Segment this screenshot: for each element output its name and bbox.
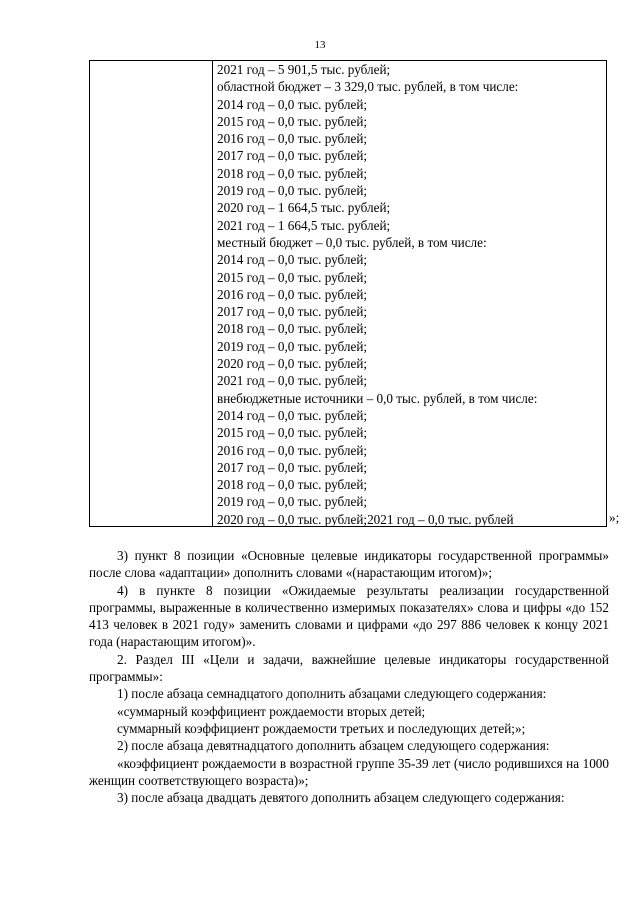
funding-line: 2020 год – 0,0 тыс. рублей;2021 год – 0,0 тыс. рублей xyxy=(217,511,514,527)
amendment-paragraph: 2. Раздел III «Цели и задачи, важнейшие целевые индикаторы государственной программы»: xyxy=(89,651,609,685)
amendment-paragraph: 4) в пункте 8 позиции «Ожидаемые результаты реализации государственной программы, выраженные в количественно измеримых показателях» слова и цифры «до 152 413 человек в 2021 году» заменить словами и цифрами «до 297 886 человек к концу 2021 года (нарастающим итогом)». xyxy=(89,582,609,650)
funding-line: 2016 год – 0,0 тыс. рублей; xyxy=(217,442,368,458)
funding-line: 2016 год – 0,0 тыс. рублей; xyxy=(217,286,368,302)
amendment-paragraph: 3) после абзаца двадцать девятого дополнить абзацем следующего содержания: xyxy=(117,790,565,806)
amendment-paragraph: «коэффициент рождаемости в возрастной группе 35-39 лет (число родившихся на 1000 женщин соответствующего возраста)»; xyxy=(89,755,609,788)
amendment-paragraph: «суммарный коэффициент рождаемости вторых детей; xyxy=(117,703,426,719)
funding-line: 2015 год – 0,0 тыс. рублей; xyxy=(217,425,368,441)
funding-line: 2018 год – 0,0 тыс. рублей; xyxy=(217,477,368,493)
funding-line: 2020 год – 1 664,5 тыс. рублей; xyxy=(217,200,391,216)
funding-line: внебюджетные источники – 0,0 тыс. рублей, в том числе: xyxy=(217,390,538,406)
funding-line: 2021 год – 0,0 тыс. рублей; xyxy=(217,373,368,389)
funding-line: 2019 год – 0,0 тыс. рублей; xyxy=(217,338,368,354)
table-closing-quote: »; xyxy=(609,510,620,525)
funding-table xyxy=(89,60,607,527)
funding-line: 2015 год – 0,0 тыс. рублей; xyxy=(217,269,368,285)
funding-line: местный бюджет – 0,0 тыс. рублей, в том числе: xyxy=(217,234,487,250)
amendment-paragraph: 2) после абзаца девятнадцатого дополнить абзацем следующего содержания: xyxy=(117,738,550,754)
funding-line: 2014 год – 0,0 тыс. рублей; xyxy=(217,252,368,268)
funding-line: 2014 год – 0,0 тыс. рублей; xyxy=(217,407,368,423)
funding-line: 2021 год – 5 901,5 тыс. рублей; xyxy=(217,62,391,77)
funding-line: 2015 год – 0,0 тыс. рублей; xyxy=(217,113,368,129)
page-number: 13 xyxy=(314,39,326,51)
funding-line: 2017 год – 0,0 тыс. рублей; xyxy=(217,304,368,320)
funding-line: 2017 год – 0,0 тыс. рублей; xyxy=(217,459,368,475)
funding-line: 2021 год – 1 664,5 тыс. рублей; xyxy=(217,217,391,233)
funding-line: 2016 год – 0,0 тыс. рублей; xyxy=(217,131,368,147)
funding-line: 2018 год – 0,0 тыс. рублей; xyxy=(217,165,368,181)
funding-line: 2019 год – 0,0 тыс. рублей; xyxy=(217,183,368,199)
funding-line: областной бюджет – 3 329,0 тыс. рублей, в том числе: xyxy=(217,79,519,95)
funding-line: 2014 год – 0,0 тыс. рублей; xyxy=(217,96,368,112)
amendment-paragraph: суммарный коэффициент рождаемости третьих и последующих детей;»; xyxy=(117,720,526,736)
funding-table-lines xyxy=(217,61,607,528)
amendment-paragraph: 3) пункт 8 позиции «Основные целевые индикаторы государственной программы» после слова «адаптации» дополнить словами «(нарастающим итогом)»; xyxy=(89,548,609,581)
funding-line: 2018 год – 0,0 тыс. рублей; xyxy=(217,321,368,337)
funding-line: 2019 год – 0,0 тыс. рублей; xyxy=(217,494,368,510)
table-column-divider xyxy=(212,61,213,526)
funding-line: 2020 год – 0,0 тыс. рублей; xyxy=(217,356,368,372)
funding-line: 2017 год – 0,0 тыс. рублей; xyxy=(217,148,368,164)
amendment-text xyxy=(89,547,609,806)
amendment-paragraph: 1) после абзаца семнадцатого дополнить абзацами следующего содержания: xyxy=(117,686,547,702)
